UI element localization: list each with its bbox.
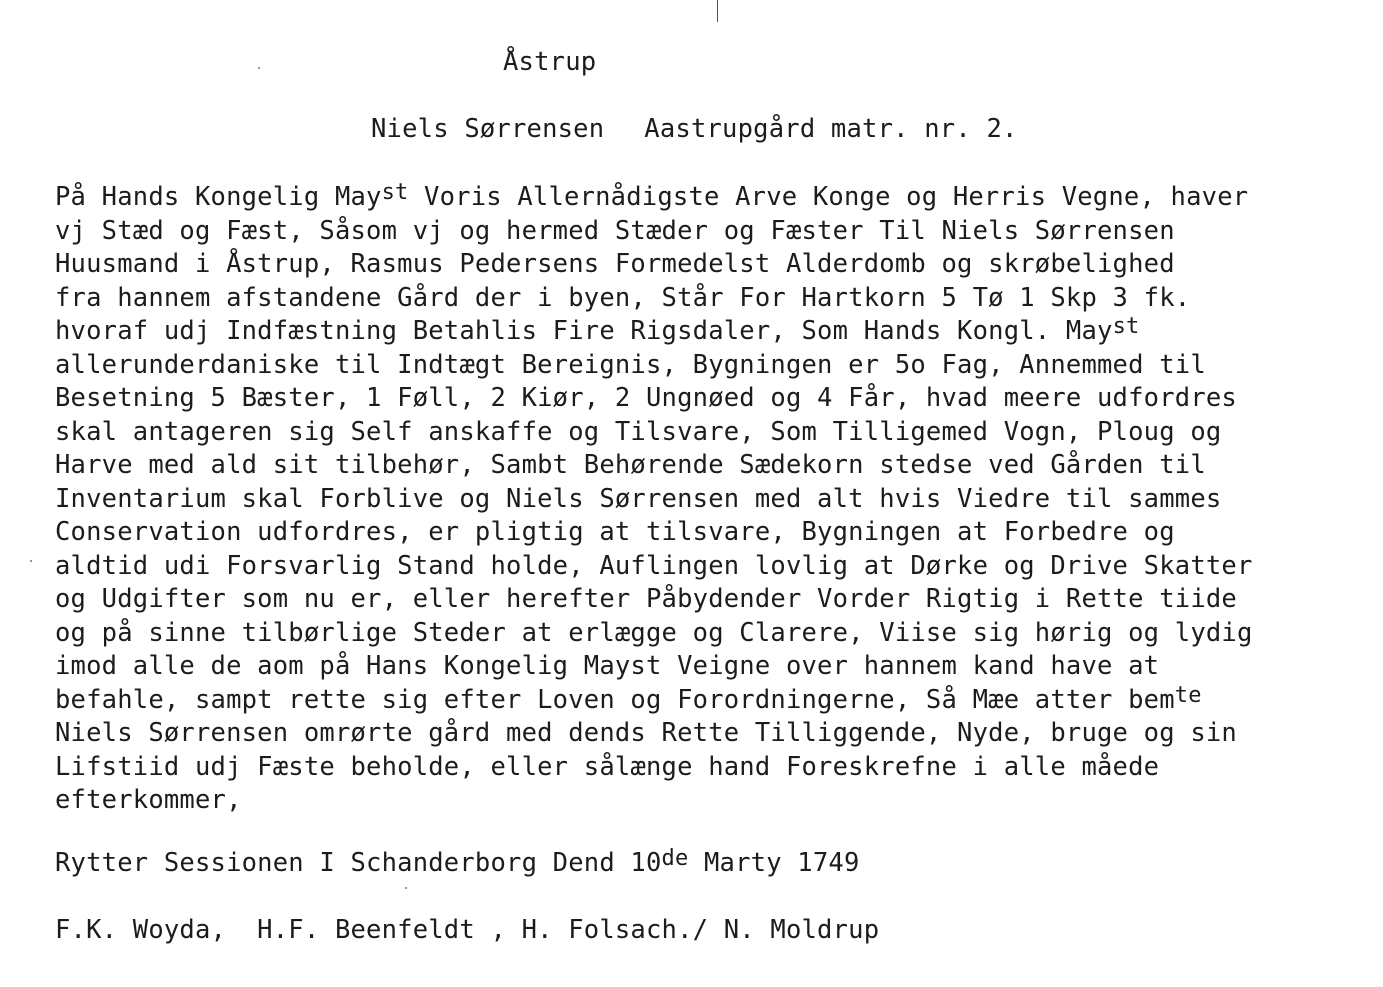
body-line-text: skal antageren sig Self anskaffe og Tilsvare, Som Tilligemed Vogn, Ploug og	[55, 416, 1222, 447]
body-line	[55, 784, 1355, 818]
scan-speck	[30, 560, 32, 562]
body-line-text: Niels Sørrensen omrørte gård med dends Rette Tilliggende, Nyde, bruge og sin	[55, 718, 1237, 748]
body-line-text: imod alle de aom på Hans Kongelig Mayst Veigne over hannem kand have at	[55, 651, 1160, 681]
scan-speck	[405, 887, 407, 889]
body-line-text: Conservation udfordres, er pligtig at tilsvare, Bygningen at Forbedre og	[55, 517, 1175, 547]
body-line-text: Inventarium skal Forblive og Niels Sørrensen med alt hvis Viedre til sammes	[55, 483, 1222, 514]
body-line-text: Huusmand i Åstrup, Rasmus Pedersens Formedelst Alderdomb og skrøbelighed	[55, 249, 1175, 279]
date-line-rest: Marty 1749	[688, 848, 860, 878]
body-line	[55, 416, 1355, 450]
body-line	[55, 751, 1355, 785]
body-line	[55, 382, 1355, 416]
date-line-superscript: de	[661, 846, 689, 871]
body-line-text: efterkommer,	[55, 785, 242, 815]
body-line-superscript: st	[1112, 314, 1140, 339]
body-line	[55, 483, 1355, 517]
body-line-rest: Voris Allernådigste Arve Konge og Herris Vegne, haver	[408, 182, 1249, 212]
body-line-text: På Hands Kongelig May	[55, 182, 382, 212]
body-line	[55, 684, 1355, 718]
body-line	[55, 282, 1355, 316]
date-line-text: Rytter Sessionen I Schanderborg Dend 10	[55, 848, 662, 878]
body-line	[55, 349, 1355, 383]
body-line	[55, 449, 1355, 483]
body-line	[55, 717, 1355, 751]
body-line-text: aldtid udi Forsvarlig Stand holde, Auflingen lovlig at Dørke og Drive Skatter	[55, 550, 1253, 581]
body-line	[55, 181, 1355, 215]
farm-reference: Aastrupgård matr. nr. 2.	[644, 114, 1018, 144]
signatures-line: F.K. Woyda, H.F. Beenfeldt , H. Folsach./ N. Moldrup	[55, 915, 880, 945]
body-line	[55, 650, 1355, 684]
date-line	[55, 848, 860, 878]
scan-mark	[717, 0, 718, 22]
body-line-superscript: te	[1174, 682, 1202, 708]
body-line-text: Lifstiid udj Fæste beholde, eller sålænge hand Foreskrefne i alle måede	[55, 751, 1160, 782]
body-line-text: vj Stæd og Fæst, Såsom vj og hermed Stæder og Fæster Til Niels Sørrensen	[55, 215, 1175, 246]
body-line-text: Harve med ald sit tilbehør, Sambt Behørende Sædekorn stedse ved Gården til	[55, 450, 1206, 480]
scan-speck	[258, 67, 260, 69]
body-line-text: og Udgifter som nu er, eller herefter Påbydender Vorder Rigtig i Rette tiide	[55, 584, 1237, 614]
body-line-text: befahle, sampt rette sig efter Loven og Forordningerne, Så Mæe atter bem	[55, 684, 1175, 715]
body-line	[55, 583, 1355, 617]
body-line-text: fra hannem afstandene Gård der i byen, Står For Hartkorn 5 Tø 1 Skp 3 fk.	[55, 282, 1191, 313]
body-line-text: hvoraf udj Indfæstning Betahlis Fire Rigsdaler, Som Hands Kongl. May	[55, 316, 1113, 346]
body-line	[55, 550, 1355, 584]
body-line	[55, 248, 1355, 282]
body-line-text: Besetning 5 Bæster, 1 Føll, 2 Kiør, 2 Ungnøed og 4 Får, hvad meere udfordres	[55, 383, 1237, 413]
document-subtitle	[371, 114, 1018, 144]
body-line	[55, 315, 1355, 349]
document-title: Åstrup	[503, 47, 597, 77]
body-line-text: allerunderdaniske til Indtægt Bereignis, Bygningen er 5o Fag, Annemmed til	[55, 349, 1206, 380]
body-line	[55, 215, 1355, 249]
body-line-superscript: st	[381, 180, 409, 205]
tenant-name: Niels Sørrensen	[371, 114, 605, 144]
body-line	[55, 617, 1355, 651]
document-body	[55, 181, 1355, 818]
body-line	[55, 516, 1355, 550]
body-line-text: og på sinne tilbørlige Steder at erlægge og Clarere, Viise sig hørig og lydig	[55, 617, 1253, 648]
